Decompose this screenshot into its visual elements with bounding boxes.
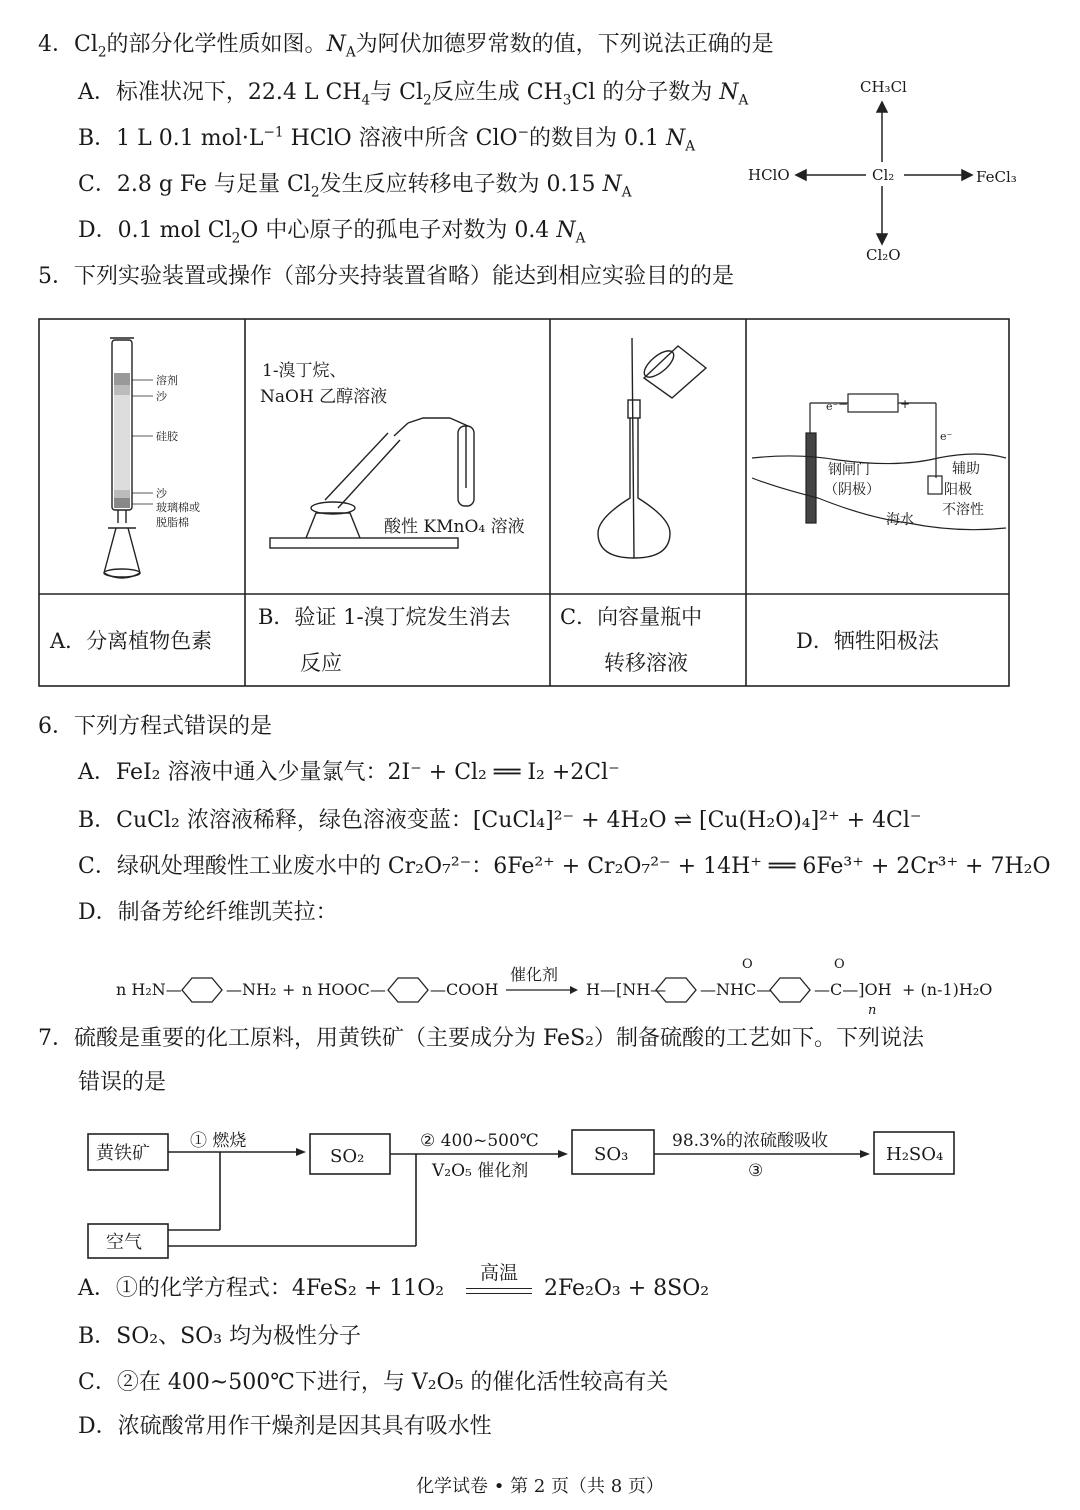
diagram-left-label: HClO bbox=[748, 166, 790, 184]
panel-b-label-1: 1-溴丁烷、 bbox=[262, 361, 347, 381]
label-insoluble: 不溶性 bbox=[942, 502, 984, 518]
diagram-bottom-label: Cl₂O bbox=[866, 246, 901, 264]
q6-option-a: A．FeI₂ 溶液中通入少量氯气：2I⁻ + Cl₂ ══ I₂ +2Cl⁻ bbox=[78, 760, 620, 785]
cl2-property-diagram bbox=[740, 72, 1040, 272]
kevlar-equation bbox=[116, 950, 1006, 1020]
q7-option-c: C．②在 400~500℃下进行，与 V₂O₅ 的催化活性较高有关 bbox=[78, 1370, 669, 1395]
terminal-plus: + bbox=[900, 397, 911, 411]
label-silica: 硅胶 bbox=[156, 430, 178, 443]
q7-equals-line-1 bbox=[466, 1288, 532, 1289]
panel-b-label-3: 酸性 KMnO₄ 溶液 bbox=[384, 517, 525, 537]
electron-label-2: e⁻ bbox=[940, 430, 953, 443]
benzene-ring-1 bbox=[182, 978, 222, 1002]
q4-option-b: B．1 L 0.1 $mol\cdot L^{-1}$ HClO 溶液中所含 ClO−的数目为 0.1 $N_A$ bbox=[78, 124, 696, 155]
q5-apparatus-table bbox=[38, 318, 1010, 688]
label-so2: SO₂ bbox=[330, 1146, 365, 1167]
q7-option-a-products: 2Fe₂O₃ + 8SO₂ bbox=[544, 1276, 710, 1301]
q7-option-d: D．浓硫酸常用作干燥剂是因其具有吸水性 bbox=[78, 1414, 492, 1439]
label-air: 空气 bbox=[106, 1232, 142, 1253]
arrow-right-head bbox=[962, 170, 972, 180]
reaction-arrow-head bbox=[570, 986, 578, 994]
water-byproduct: + (n-1)H₂O bbox=[902, 980, 993, 999]
q4-option-a: A．标准状况下，22.4 L $CH_4$与 $Cl_2$反应生成 $CH_3Cl$ 的分子数为 $N_A$ bbox=[78, 80, 749, 109]
diagram-top-label: CH₃Cl bbox=[860, 78, 907, 96]
label-sand-bottom: 沙 bbox=[156, 487, 167, 500]
label-cathode: （阴极） bbox=[824, 482, 880, 498]
reactant-1-right: —NH₂ bbox=[226, 980, 277, 999]
q7-equals-line-2 bbox=[466, 1293, 532, 1294]
panel-b-label-2: NaOH 乙醇溶液 bbox=[260, 387, 388, 407]
q6-option-d: D．制备芳纶纤维凯芙拉： bbox=[78, 900, 338, 925]
q7-stem-line-1: 7．硫酸是重要的化工原料，用黄铁矿（主要成分为 FeS₂）制备硫酸的工艺如下。下列说法 bbox=[38, 1026, 924, 1051]
label-glass-wool: 玻璃棉或 bbox=[156, 501, 200, 514]
step-1-label: ① 燃烧 bbox=[190, 1131, 247, 1151]
q7-option-b: B．SO₂、SO₃ 均为极性分子 bbox=[78, 1324, 362, 1349]
label-h2so4: H₂SO₄ bbox=[886, 1144, 944, 1165]
step-2-condition: ② 400~500℃ bbox=[420, 1131, 539, 1151]
reactant-2-left: n HOOC— bbox=[302, 980, 386, 999]
label-seawater: 海水 bbox=[886, 512, 914, 528]
arrow-down-head bbox=[877, 234, 887, 244]
q7-stem-line-2: 错误的是 bbox=[78, 1070, 167, 1095]
page-footer: 化学试卷 • 第 2 页（共 8 页） bbox=[416, 1476, 664, 1497]
q6-stem: 6．下列方程式错误的是 bbox=[38, 714, 272, 739]
q7-option-a: A．①的化学方程式：4FeS₂ + 11O₂ bbox=[78, 1276, 445, 1301]
q7-option-a-condition: 高温 bbox=[479, 1262, 518, 1284]
panel-d-caption: D．牺牲阳极法 bbox=[796, 629, 939, 653]
column-leader-lines bbox=[132, 380, 153, 504]
q4-option-d: D．0.1 mol $Cl_2O$ 中心原子的孤电子对数为 0.4 $N_A$ bbox=[78, 218, 586, 247]
product-part-1: H—[NH— bbox=[586, 980, 667, 999]
carbonyl-o-2: O bbox=[834, 957, 845, 972]
catalyst-label: 催化剂 bbox=[510, 965, 559, 984]
sulfuric-acid-flowchart bbox=[80, 1120, 980, 1270]
q6-option-c: C．绿矾处理酸性工业废水中的 Cr₂O₇²⁻：6Fe²⁺ + Cr₂O₇²⁻ + 14H⁺ ══ 6Fe³⁺ + 2Cr³⁺ + 7H₂O bbox=[78, 854, 1051, 879]
column-packing bbox=[114, 373, 130, 508]
diagram-right-label: FeCl₃ bbox=[976, 168, 1017, 186]
panel-c-caption-1: C．向容量瓶中 bbox=[560, 605, 703, 629]
arrow-3-head bbox=[860, 1150, 870, 1158]
q6-option-b: B．CuCl₂ 浓溶液稀释，绿色溶液变蓝：[CuCl₄]²⁻ + 4H₂O ⇌ [Cu(H₂O)₄]²⁺ + 4Cl⁻ bbox=[78, 808, 922, 833]
panel-b-caption-2: 反应 bbox=[300, 651, 342, 675]
electron-label-1: e⁻ bbox=[826, 400, 839, 413]
benzene-ring-2 bbox=[388, 978, 428, 1002]
plus-sign: + bbox=[282, 980, 296, 999]
label-sand-top: 沙 bbox=[156, 390, 167, 403]
q5-stem: 5．下列实验装置或操作（部分夹持装置省略）能达到相应实验目的的是 bbox=[38, 264, 734, 289]
panel-c-caption-2: 转移溶液 bbox=[604, 651, 688, 675]
product-part-3: —C—]OH bbox=[814, 980, 892, 999]
label-anode: 阳极 bbox=[944, 482, 972, 498]
label-auxiliary: 辅助 bbox=[952, 461, 980, 477]
repeat-n: n bbox=[868, 1003, 877, 1018]
reactant-2-right: —COOH bbox=[430, 980, 499, 999]
panel-b-caption-1: B．验证 1-溴丁烷发生消去 bbox=[258, 605, 511, 629]
step-3-number: ③ bbox=[748, 1161, 764, 1181]
label-pyrite: 黄铁矿 bbox=[96, 1143, 150, 1164]
arrow-2-head bbox=[558, 1150, 568, 1158]
benzene-ring-4 bbox=[770, 978, 810, 1002]
carbonyl-o-1: O bbox=[742, 957, 753, 972]
q4-stem: 4．$Cl_2$的部分化学性质如图。$N_A$为阿伏加德罗常数的值，下列说法正确的是 bbox=[38, 32, 774, 61]
arrow-up-head bbox=[877, 102, 887, 112]
panel-a-caption: A．分离植物色素 bbox=[50, 629, 213, 653]
arrow-1-head bbox=[296, 1148, 306, 1156]
volumetric-flask-drawing bbox=[598, 338, 706, 558]
label-solvent: 溶剂 bbox=[156, 374, 178, 387]
diagram-center-label: Cl₂ bbox=[872, 166, 895, 184]
label-cotton: 脱脂棉 bbox=[156, 516, 189, 529]
product-part-2: —NHC— bbox=[700, 980, 773, 999]
terminal-minus: − bbox=[838, 397, 849, 411]
q4-option-c: C．2.8 g Fe 与足量 $Cl_2$发生反应转移电子数为 0.15 $N_A$ bbox=[78, 172, 632, 201]
step-3-absorb: 98.3%的浓硫酸吸收 bbox=[672, 1131, 829, 1151]
reactant-1-left: n H₂N— bbox=[116, 980, 182, 999]
arrow-left-head bbox=[796, 170, 806, 180]
label-steel-gate: 钢闸门 bbox=[828, 462, 870, 478]
step-2-catalyst: V₂O₅ 催化剂 bbox=[432, 1161, 529, 1181]
label-so3: SO₃ bbox=[594, 1144, 629, 1165]
